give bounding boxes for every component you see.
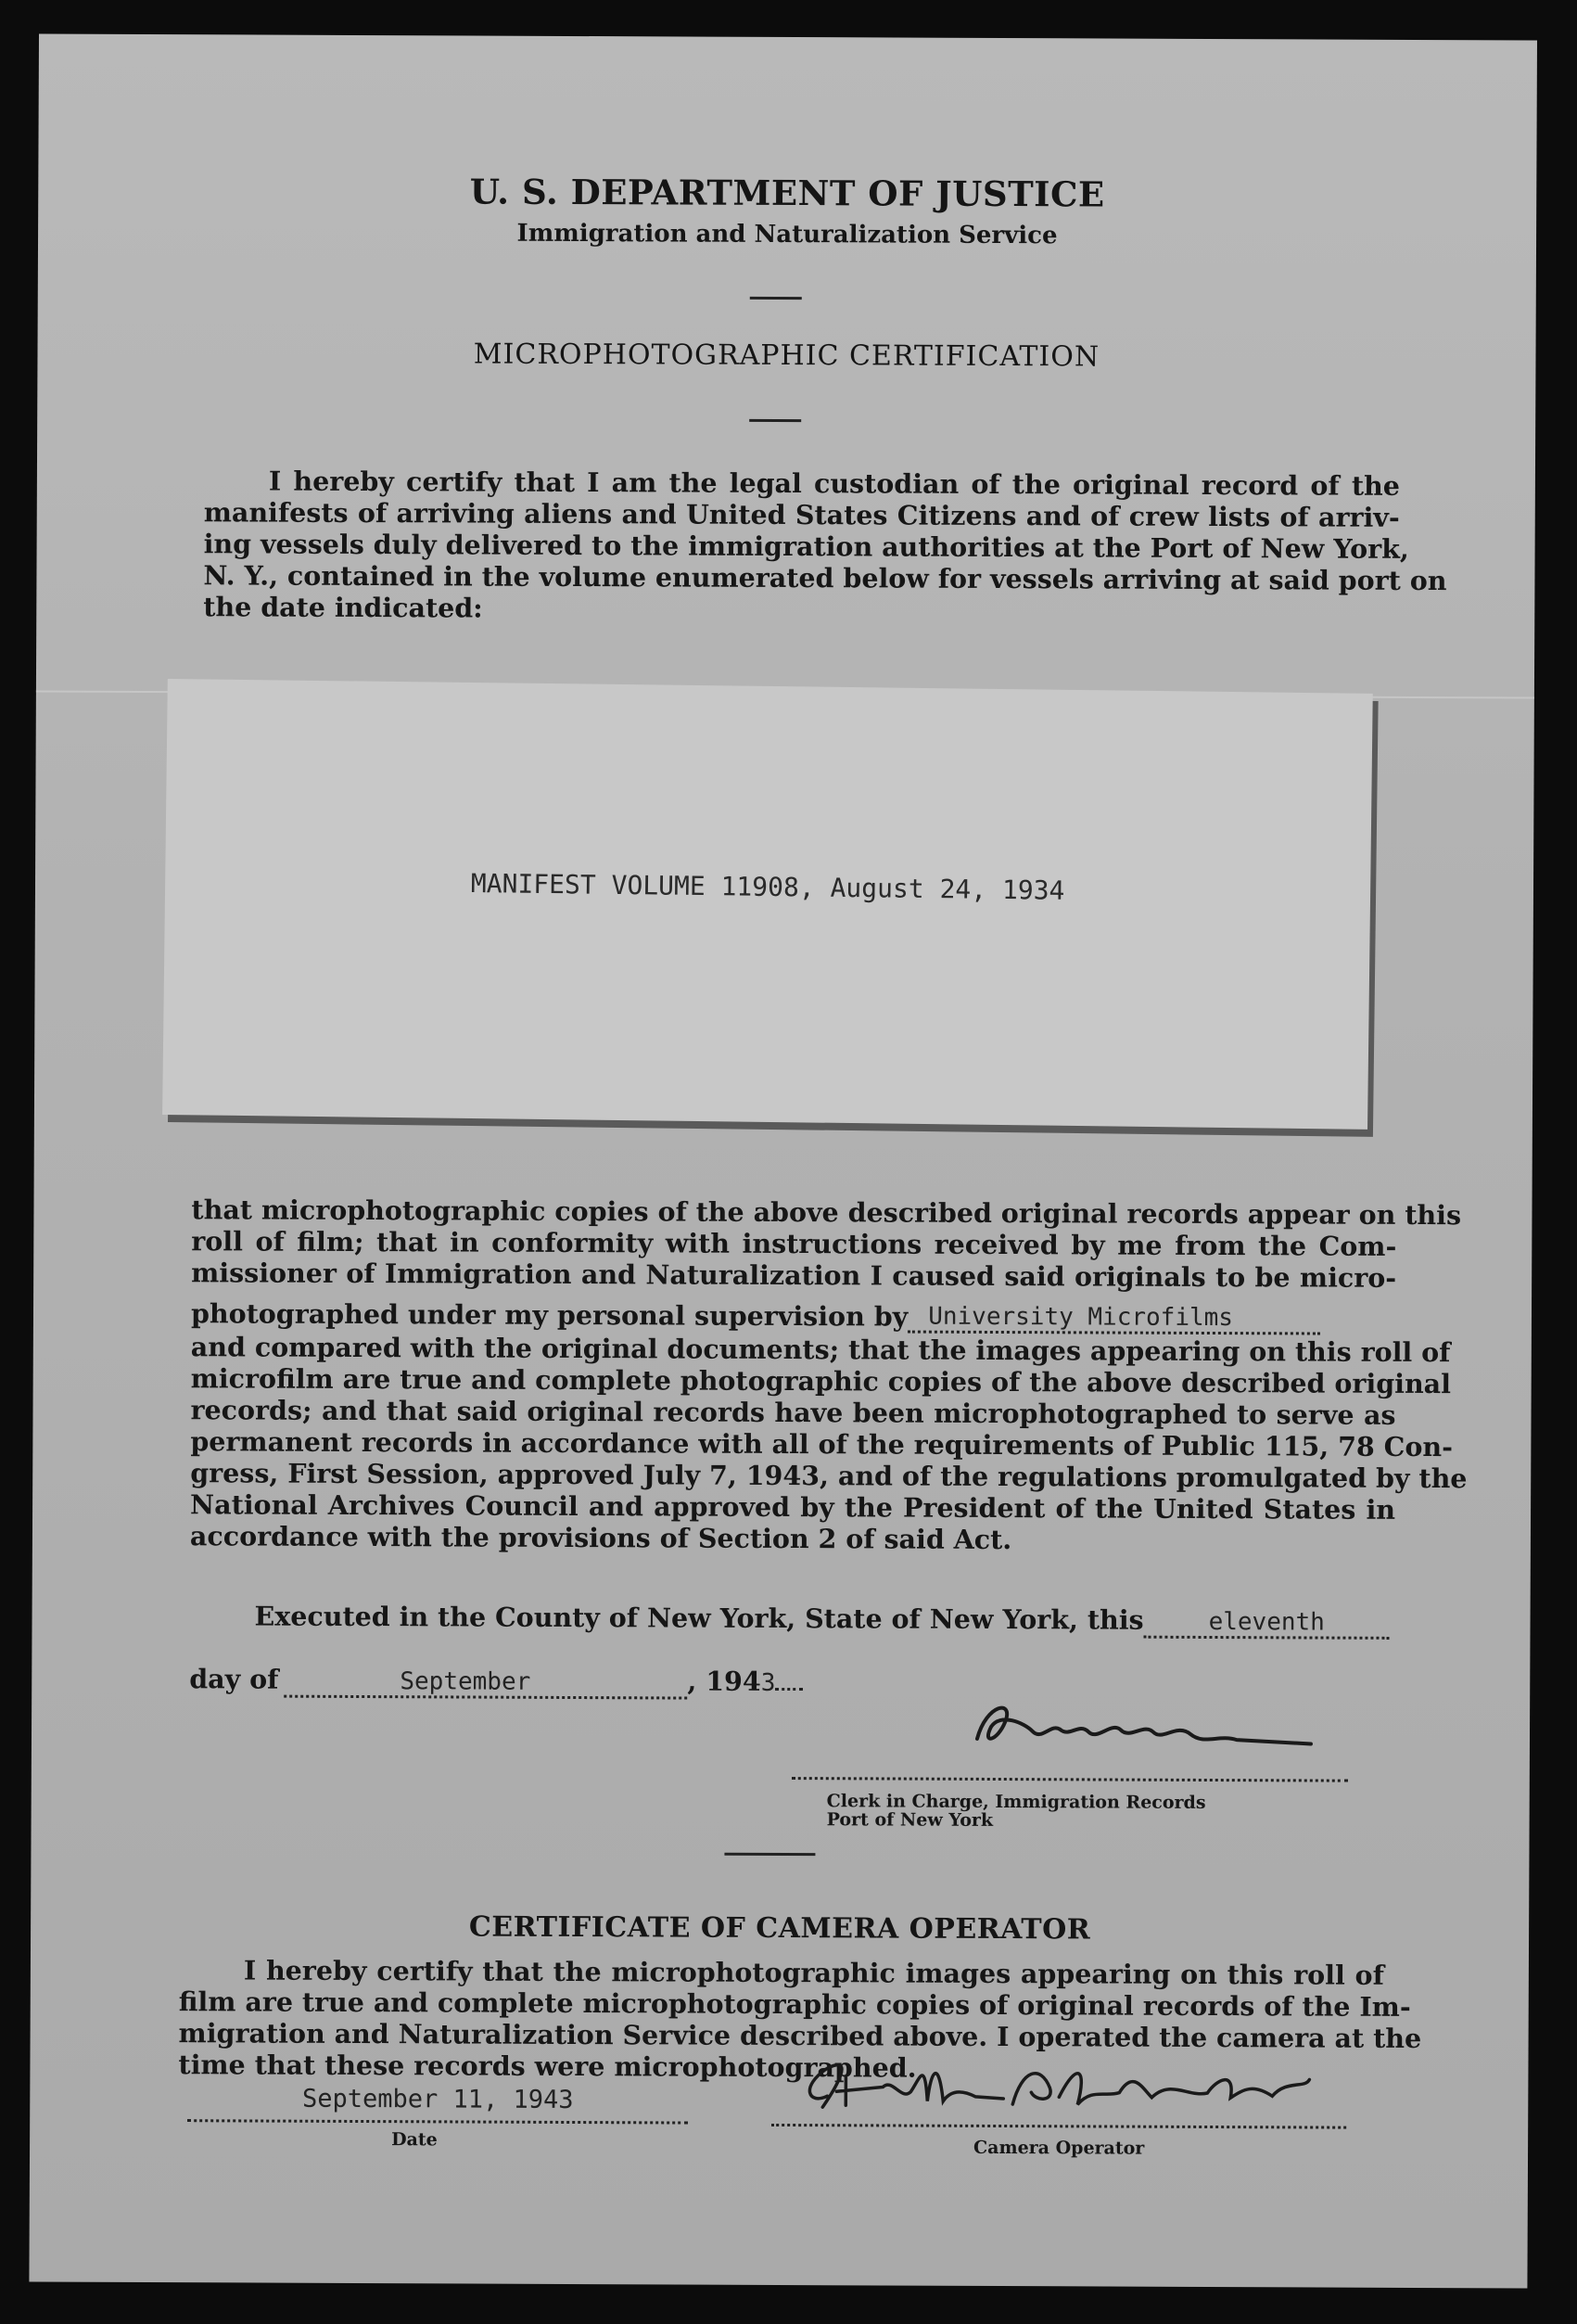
day-field (1144, 1604, 1390, 1640)
supervision-field (908, 1299, 1320, 1335)
year-dots (775, 1688, 803, 1691)
body-line: accordance with the provisions of Section 2 of said Act. (189, 1520, 1012, 1556)
month-field (284, 1664, 687, 1700)
body-line: missioner of Immigration and Naturalization I caused said originals to be micro- (191, 1257, 1397, 1294)
clerk-signature-icon (792, 1693, 1348, 1761)
body-line: microfilm are true and complete photographic copies of the above described original (190, 1362, 1452, 1400)
camera-line: time that these records were microphotographed. (178, 2049, 917, 2084)
intro-line: the date indicated: (203, 591, 483, 624)
executed-prefix: Executed in the County of New York, State of New York, this (254, 1600, 1144, 1636)
manifest-volume-text: MANIFEST VOLUME 11908, August 24, 1934 (470, 868, 1065, 906)
operator-date-value: September 11, 1943 (301, 2084, 574, 2115)
body-line: roll of film; that in conformity with instructions received by me from the Com- (191, 1225, 1397, 1262)
camera-line: film are true and complete microphotographic copies of original records of the Im- (178, 1986, 1411, 2023)
month-value: September (400, 1667, 531, 1696)
certificate-sheet (29, 33, 1537, 2288)
body-line: records; and that said original records have been microphotographed to serve as (190, 1394, 1396, 1431)
operator-signature-line (771, 2087, 1346, 2129)
executed-line (254, 1601, 1389, 1640)
intro-line: I hereby certify that I am the legal custodian of the original record of the (268, 465, 1400, 502)
body-paragraph-top (191, 1194, 1462, 1294)
certification-title: MICROPHOTOGRAPHIC CERTIFICATION (473, 338, 1100, 374)
supervision-prefix: photographed under my personal supervision by (190, 1297, 909, 1333)
camera-line: I hereby certify that the microphotographic images appearing on this roll of (243, 1954, 1384, 1991)
clerk-title-line: Clerk in Charge, Immigration Records (826, 1791, 1206, 1813)
camera-line: migration and Naturalization Service described above. I operated the camera at the (178, 2017, 1422, 2055)
year-prefix: , 194 (687, 1665, 761, 1697)
camera-certificate-title: CERTIFICATE OF CAMERA OPERATOR (468, 1910, 1091, 1947)
section-divider (724, 1853, 815, 1856)
department-title: U. S. DEPARTMENT OF JUSTICE (469, 171, 1105, 215)
year-suffix: 3 (760, 1668, 776, 1697)
intro-line: ing vessels duly delivered to the immigration authorities at the Port of New York, (203, 528, 1409, 565)
supervision-value: University Microfilms (928, 1302, 1234, 1333)
body-paragraph-bottom (189, 1331, 1468, 1557)
intro-paragraph (203, 465, 1447, 628)
body-line: that microphotographic copies of the above described original records appear on this (191, 1194, 1462, 1232)
service-subtitle: Immigration and Naturalization Service (516, 219, 1058, 250)
clerk-signature-line (792, 1721, 1348, 1782)
operator-signature-icon (771, 2049, 1346, 2117)
clerk-title-line: Port of New York (826, 1809, 994, 1831)
operator-date-field (187, 2084, 688, 2124)
body-line: National Archives Council and approved by the President of the United States in (190, 1488, 1396, 1526)
date-label: Date (391, 2129, 438, 2151)
body-line: gress, First Session, approved July 7, 1943, and of the regulations promulgated by the (190, 1457, 1468, 1495)
intro-line: manifests of arriving aliens and United States Citizens and of crew lists of arriv- (203, 496, 1400, 533)
body-line: permanent records in accordance with all of the requirements of Public 115, 78 Con- (190, 1425, 1454, 1463)
day-of-label: day of (189, 1663, 279, 1695)
day-value: eleventh (1208, 1607, 1325, 1637)
camera-operator-label: Camera Operator (973, 2137, 1145, 2159)
header-divider (750, 297, 802, 300)
intro-line: N. Y., contained in the volume enumerated below for vessels arriving at said port on (203, 559, 1447, 597)
date-line (189, 1663, 803, 1700)
body-line: and compared with the original documents; that the images appearing on this roll of (190, 1331, 1451, 1369)
clerk-title (827, 1792, 1206, 1831)
manifest-card (162, 679, 1373, 1130)
title-divider (749, 419, 801, 422)
